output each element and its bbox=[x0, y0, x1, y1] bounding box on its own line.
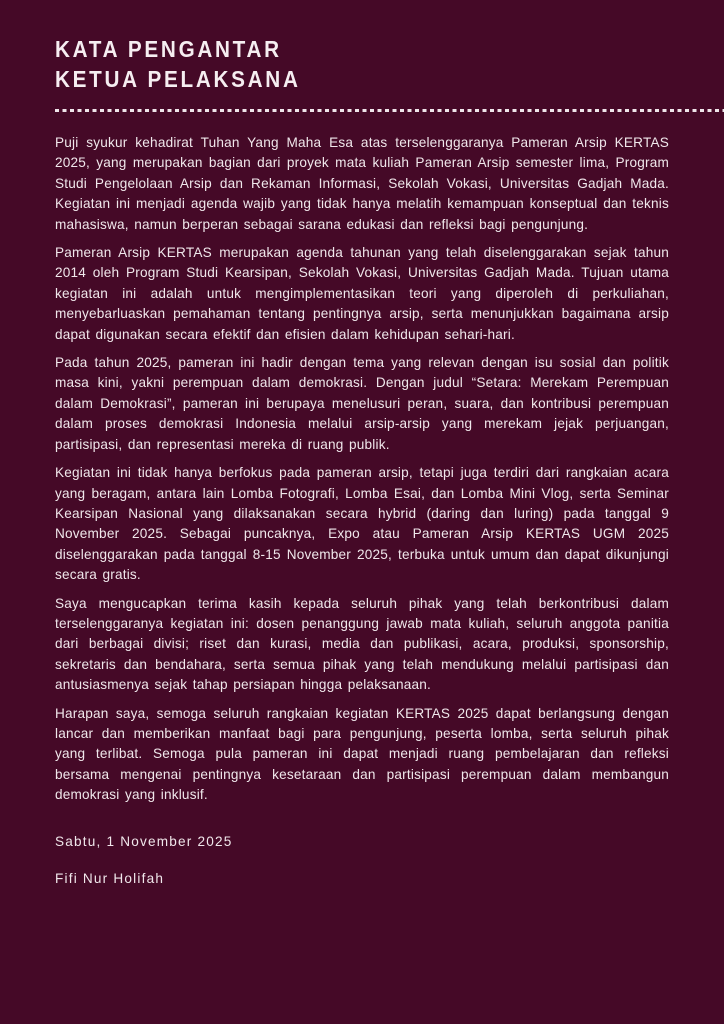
page-title bbox=[55, 34, 608, 94]
page-header bbox=[55, 34, 669, 112]
paragraph-2: Pameran Arsip KERTAS merupakan agenda tahunan yang telah diselenggarakan sejak tahun 2014 oleh Program Studi Kearsipan, Sekolah Vokasi, Universitas Gadjah Mada. Tujuan utama kegiatan ini adalah untuk mengimplementasikan teori yang diperoleh di perkuliahan, menyebarluaskan pemahaman tentang pentingnya arsip, serta menunjukkan bagaimana arsip dapat digunakan secara efektif dan efisien dalam kehidupan sehari-hari. bbox=[55, 245, 669, 342]
page-title-line-2: KETUA PELAKSANA bbox=[55, 66, 301, 92]
page-title-line-1: KATA PENGANTAR bbox=[55, 36, 282, 62]
paragraph-6: Harapan saya, semoga seluruh rangkaian kegiatan KERTAS 2025 dapat berlangsung dengan lancar dan memberikan manfaat bagi para pengunjung, peserta lomba, serta seluruh pihak yang terlibat. Semoga pula pameran ini dapat menjadi ruang pembelajaran dan refleksi bersama mengenai pentingnya kesetaraan dan partisipasi perempuan dalam membangun demokrasi yang inklusif. bbox=[55, 705, 669, 803]
dotted-divider bbox=[55, 109, 724, 112]
signature-date: Sabtu, 1 November 2025 bbox=[55, 833, 233, 849]
foreword-body bbox=[55, 133, 669, 806]
paragraph-1: Puji syukur kehadirat Tuhan Yang Maha Esa atas terselenggaranya Pameran Arsip KERTAS 2025, yang merupakan bagian dari proyek mata kuliah Pameran Arsip semester lima, Program Studi Pengelolaan Arsip dan Rekaman Informasi, Sekolah Vokasi, Universitas Gadjah Mada. Kegiatan ini menjadi agenda wajib yang tidak hanya melatih kemampuan konseptual dan teknis mahasiswa, namun berperan sebagai sarana edukasi dan refleksi bagi pengunjung. bbox=[55, 135, 669, 232]
paragraph-5: Saya mengucapkan terima kasih kepada seluruh pihak yang telah berkontribusi dalam terselenggaranya kegiatan ini: dosen penanggung jawab mata kuliah, seluruh anggota panitia dari berbagai divisi; riset dan kurasi, media dan publikasi, acara, produksi, sponsorship, sekretaris dan bendahara, serta semua pihak yang telah mendukung melalui partisipasi dan antusiasmenya sejak tahap persiapan hingga pelaksanaan. bbox=[55, 595, 669, 693]
signature-name: Fifi Nur Holifah bbox=[55, 871, 165, 886]
paragraph-3: Pada tahun 2025, pameran ini hadir dengan tema yang relevan dengan isu sosial dan politik masa kini, yakni perempuan dalam demokrasi. Dengan judul “Setara: Merekam Perempuan dalam Demokrasi”, pameran ini berupaya menelusuri peran, suara, dan kontribusi perempuan dalam proses demokrasi Indonesia melalui arsip-arsip yang merekam jejak perjuangan, partisipasi, dan representasi mereka di ruang publik. bbox=[55, 355, 669, 452]
paragraph-4: Kegiatan ini tidak hanya berfokus pada pameran arsip, tetapi juga terdiri dari rangkaian acara yang beragam, antara lain Lomba Fotografi, Lomba Esai, dan Lomba Mini Vlog, serta Seminar Kearsipan Nasional yang dilaksanakan secara hybrid (daring dan luring) pada tanggal 9 November 2025. Sebagai puncaknya, Expo atau Pameran Arsip KERTAS UGM 2025 diselenggarakan pada tanggal 8-15 November 2025, terbuka untuk umum dan dapat dikunjungi secara gratis. bbox=[55, 465, 669, 583]
signature-block bbox=[55, 832, 669, 890]
